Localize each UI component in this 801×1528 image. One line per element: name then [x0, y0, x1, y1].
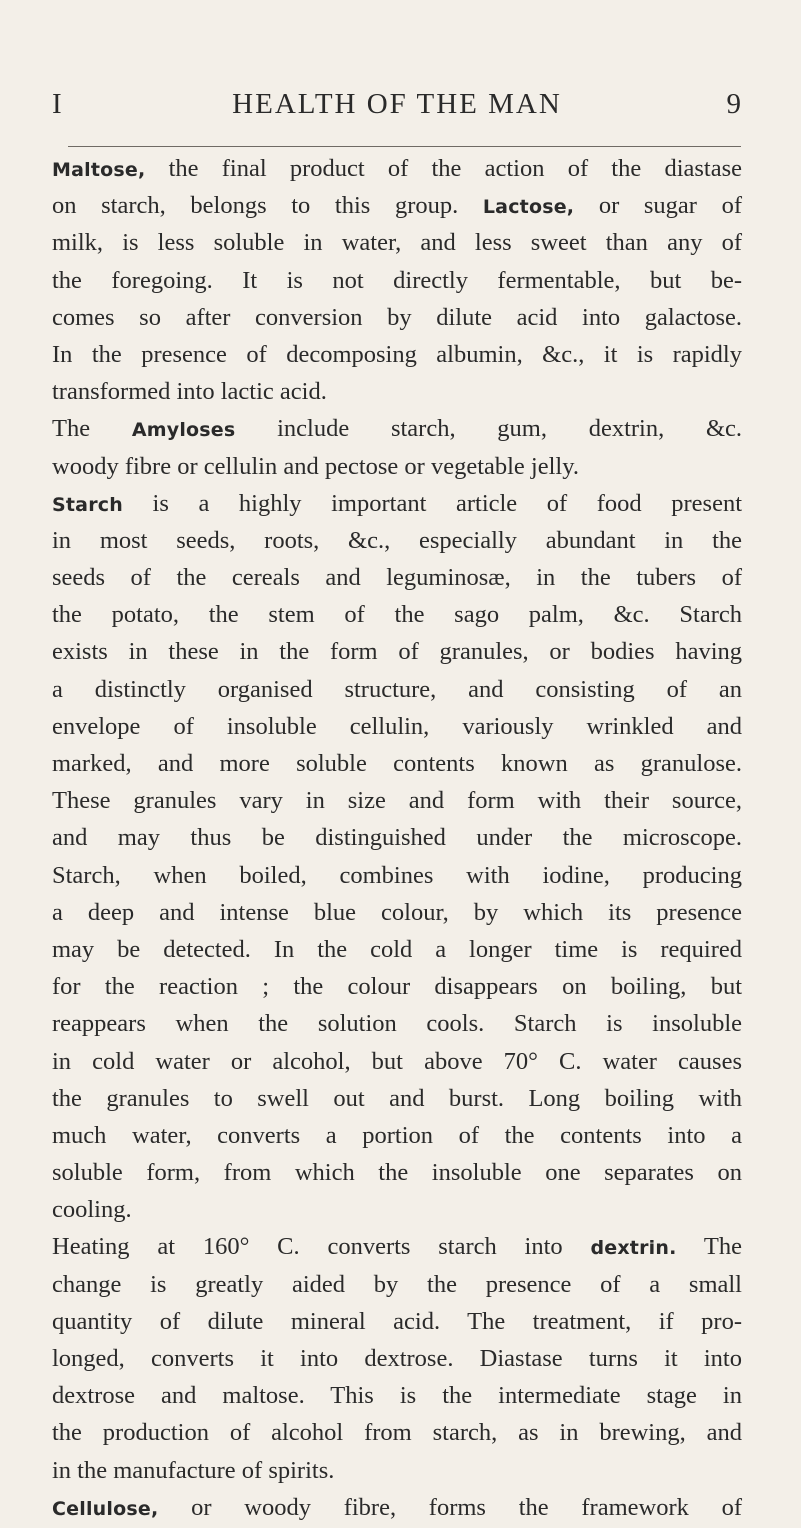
page-number: 9: [726, 88, 742, 120]
text-line: [52, 336, 742, 373]
text-run: change is greatly aided by the presence of a small: [52, 1270, 742, 1298]
text-run: exists in these in the form of granules, or bodies having: [52, 638, 742, 666]
text-line: [52, 596, 742, 633]
text-line: [52, 1043, 742, 1080]
text-run: longed, converts it into dextrose. Diastase turns it into: [52, 1345, 742, 1372]
text-run: in most seeds, roots, &c., especially abundant in the: [52, 526, 742, 554]
text-run: woody fibre or cellulin and pectose or vegetable jelly.: [52, 452, 580, 480]
defined-term: Lactose,: [482, 196, 575, 219]
text-run: in cold water or alcohol, but above 70° C. water causes: [52, 1047, 742, 1075]
text-run: in the manufacture of spirits.: [52, 1456, 335, 1484]
text-run: a deep and intense blue colour, by which its presence: [52, 898, 742, 926]
text-line: [52, 522, 742, 559]
text-line: [52, 1191, 742, 1228]
text-run: seeds of the cereals and leguminosæ, in the tubers of: [52, 564, 742, 592]
text-run: transformed into lactic acid.: [52, 378, 327, 406]
text-run: the production of alcohol from starch, as in brewing, and: [52, 1419, 742, 1447]
text-run: the potato, the stem of the sago palm, &c. Starch: [52, 601, 742, 629]
text-line: [52, 262, 742, 299]
text-line: [52, 373, 742, 410]
text-run: quantity of dilute mineral acid. The treatment, if pro-: [52, 1307, 742, 1335]
text-line: [52, 1154, 742, 1191]
text-line: [52, 931, 742, 968]
text-run: a distinctly organised structure, and consisting of an: [52, 675, 742, 703]
text-line: [52, 448, 742, 485]
text-line: [52, 1228, 742, 1265]
text-run: comes so after conversion by dilute acid into galactose.: [52, 303, 742, 331]
text-run: may be detected. In the cold a longer time is required: [52, 935, 742, 963]
text-line: [52, 1117, 742, 1154]
text-run: and may thus be distinguished under the microscope.: [52, 824, 742, 852]
text-line: [52, 410, 742, 447]
text-line: [52, 187, 742, 224]
text-line: [52, 968, 742, 1005]
text-run: Heating at 160° C. converts starch into: [52, 1233, 591, 1261]
text-run: The: [52, 415, 132, 443]
text-line: [52, 1266, 742, 1303]
text-run: milk, is less soluble in water, and less sweet than any of: [52, 229, 742, 257]
text-run: or sugar of: [574, 192, 742, 220]
text-run: the foregoing. It is not directly fermentable, but be-: [52, 266, 742, 294]
text-run: Starch, when boiled, combines with iodine, producing: [52, 861, 742, 889]
text-run: marked, and more soluble contents known as granulose.: [52, 750, 742, 777]
text-line: [52, 299, 742, 336]
text-run: much water, converts a portion of the contents into a: [52, 1121, 742, 1149]
text-line: [52, 224, 742, 261]
text-run: envelope of insoluble cellulin, variously wrinkled and: [52, 712, 742, 740]
text-line: [52, 559, 742, 596]
text-run: These granules vary in size and form with their source,: [52, 787, 742, 815]
text-line: [52, 485, 742, 522]
body-text: [52, 150, 742, 1526]
text-run: the final product of the action of the diastase: [145, 155, 742, 182]
text-line: [52, 1340, 742, 1377]
text-line: [52, 150, 742, 187]
text-line: [52, 1414, 742, 1451]
text-run: reappears when the solution cools. Starch is insoluble: [52, 1010, 742, 1038]
text-run: is a highly important article of food present: [122, 489, 742, 517]
text-run: on starch, belongs to this group.: [52, 192, 483, 220]
text-line: [52, 1005, 742, 1042]
text-line: [52, 857, 742, 894]
text-line: [52, 633, 742, 670]
text-line: [52, 782, 742, 819]
text-line: [52, 671, 742, 708]
text-line: [52, 819, 742, 856]
defined-term: Amyloses: [131, 419, 236, 442]
text-line: [52, 1489, 742, 1526]
text-run: for the reaction ; the colour disappears on boiling, but: [52, 973, 742, 1001]
text-run: The: [676, 1233, 742, 1261]
text-run: soluble form, from which the insoluble one separates on: [52, 1159, 742, 1187]
text-line: [52, 1452, 742, 1489]
defined-term: Maltose,: [52, 159, 146, 181]
text-line: [52, 1377, 742, 1414]
text-line: [52, 745, 742, 782]
header-rule: [68, 146, 741, 147]
text-run: In the presence of decomposing albumin, &c., it is rapidly: [52, 340, 742, 368]
text-run: dextrose and maltose. This is the intermediate stage in: [52, 1382, 742, 1410]
defined-term: Cellulose,: [52, 1497, 159, 1520]
signature-mark: I: [52, 88, 63, 120]
text-run: or woody fibre, forms the framework of: [158, 1493, 742, 1521]
running-title: HEALTH OF THE MAN: [232, 88, 562, 120]
running-header: [52, 88, 742, 128]
text-line: [52, 1080, 742, 1117]
text-run: include starch, gum, dextrin, &c.: [235, 415, 743, 443]
text-run: the granules to swell out and burst. Long boiling with: [52, 1084, 742, 1112]
text-run: cooling.: [52, 1196, 132, 1224]
defined-term: Starch: [52, 493, 123, 516]
text-line: [52, 708, 742, 745]
text-line: [52, 894, 742, 931]
defined-term: dextrin.: [590, 1237, 677, 1260]
text-line: [52, 1303, 742, 1340]
